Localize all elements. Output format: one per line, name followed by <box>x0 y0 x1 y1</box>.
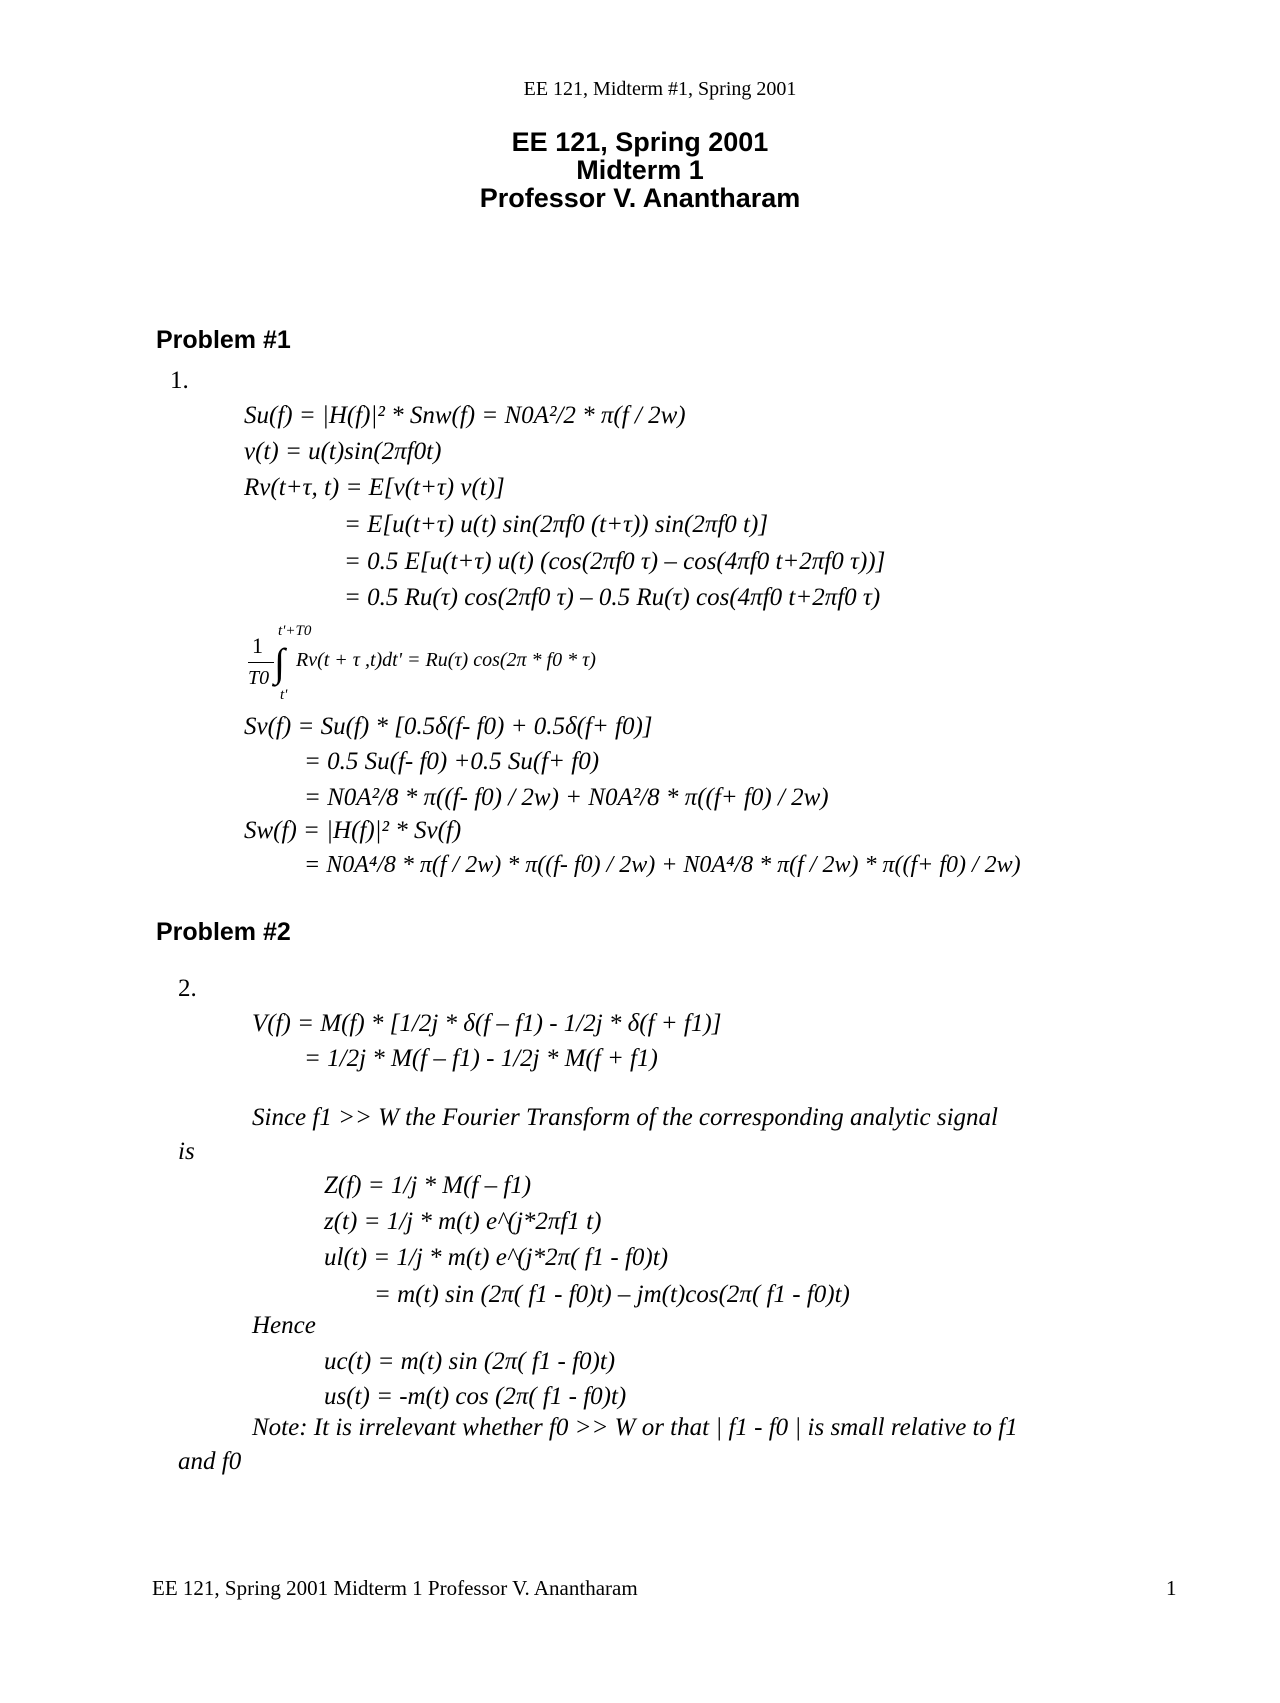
eq-rv: Rv(t+τ, t) = E[v(t+τ) v(t)] <box>244 474 505 501</box>
running-header: EE 121, Midterm #1, Spring 2001 <box>523 78 797 100</box>
integral-equation <box>248 623 748 708</box>
fraction-bar <box>248 662 274 663</box>
text-is: is <box>178 1138 195 1165</box>
text-note-cont: and f0 <box>178 1448 242 1475</box>
eq-su: Su(f) = |H(f)|² * Snw(f) = N0A²/2 * π(f / 2w) <box>244 402 686 429</box>
eq-sw-step1: = N0A⁴/8 * π(f / 2w) * π((f- f0) / 2w) + N0A⁴/8 * π(f / 2w) * π((f+ f0) / 2w) <box>304 852 1021 878</box>
page-number: 1 <box>1166 1576 1177 1600</box>
integral-upper-limit: t'+T0 <box>278 623 312 639</box>
title-course: EE 121, Spring 2001 <box>511 127 769 157</box>
eq-ul: ul(t) = 1/j * m(t) e^(j*2π( f1 - f0)t) <box>324 1244 669 1271</box>
text-note: Note: It is irrelevant whether f0 >> W or that | f1 - f0 | is small relative to f1 <box>252 1414 1018 1441</box>
eq-sv-step2: = N0A²/8 * π((f- f0) / 2w) + N0A²/8 * π((f+ f0) / 2w) <box>304 784 829 811</box>
eq-rv-step2: = 0.5 E[u(t+τ) u(t) (cos(2πf0 τ) – cos(4πf0 t+2πf0 τ))] <box>344 548 886 575</box>
problem-1-heading: Problem #1 <box>156 326 291 354</box>
eq-rv-step1: = E[u(t+τ) u(t) sin(2πf0 (t+τ)) sin(2πf0 t)] <box>344 511 769 538</box>
title-exam: Midterm 1 <box>576 155 704 185</box>
eq-sw: Sw(f) = |H(f)|² * Sv(f) <box>244 817 462 844</box>
eq-zf: Z(f) = 1/j * M(f – f1) <box>324 1172 532 1199</box>
integral-denominator: T0 <box>248 667 270 689</box>
eq-uc: uc(t) = m(t) sin (2π( f1 - f0)t) <box>324 1348 616 1375</box>
eq-rv-step3: = 0.5 Ru(τ) cos(2πf0 τ) – 0.5 Ru(τ) cos(4πf0 t+2πf0 τ) <box>344 584 881 611</box>
eq-sv-step1: = 0.5 Su(f- f0) +0.5 Su(f+ f0) <box>304 748 600 775</box>
eq-vf: V(f) = M(f) * [1/2j * δ(f – f1) - 1/2j * δ(f + f1)] <box>252 1010 722 1037</box>
problem-1-number: 1. <box>170 367 189 394</box>
eq-vt: v(t) = u(t)sin(2πf0t) <box>244 438 442 465</box>
eq-us: us(t) = -m(t) cos (2π( f1 - f0)t) <box>324 1383 627 1410</box>
eq-ul-step1: = m(t) sin (2π( f1 - f0)t) – jm(t)cos(2π( f1 - f0)t) <box>374 1281 850 1308</box>
text-since: Since f1 >> W the Fourier Transform of the corresponding analytic signal <box>252 1104 998 1131</box>
problem-2-number: 2. <box>178 975 197 1002</box>
eq-vf-step1: = 1/2j * M(f – f1) - 1/2j * M(f + f1) <box>304 1045 658 1072</box>
footer-text: EE 121, Spring 2001 Midterm 1 Professor V. Anantharam <box>152 1576 638 1600</box>
eq-sv: Sv(f) = Su(f) * [0.5δ(f- f0) + 0.5δ(f+ f0)] <box>244 713 653 740</box>
integral-integrand: Rv(t + τ ,t)dt' = Ru(τ) cos(2π * f0 * τ) <box>296 649 596 671</box>
problem-2-heading: Problem #2 <box>156 918 291 946</box>
integral-lower-limit: t' <box>280 687 288 703</box>
integral-numerator: 1 <box>252 633 263 658</box>
text-hence: Hence <box>252 1312 316 1339</box>
eq-zt: z(t) = 1/j * m(t) e^(j*2πf1 t) <box>324 1208 602 1235</box>
title-professor: Professor V. Anantharam <box>479 183 801 213</box>
integral-sign: ∫ <box>274 640 285 685</box>
